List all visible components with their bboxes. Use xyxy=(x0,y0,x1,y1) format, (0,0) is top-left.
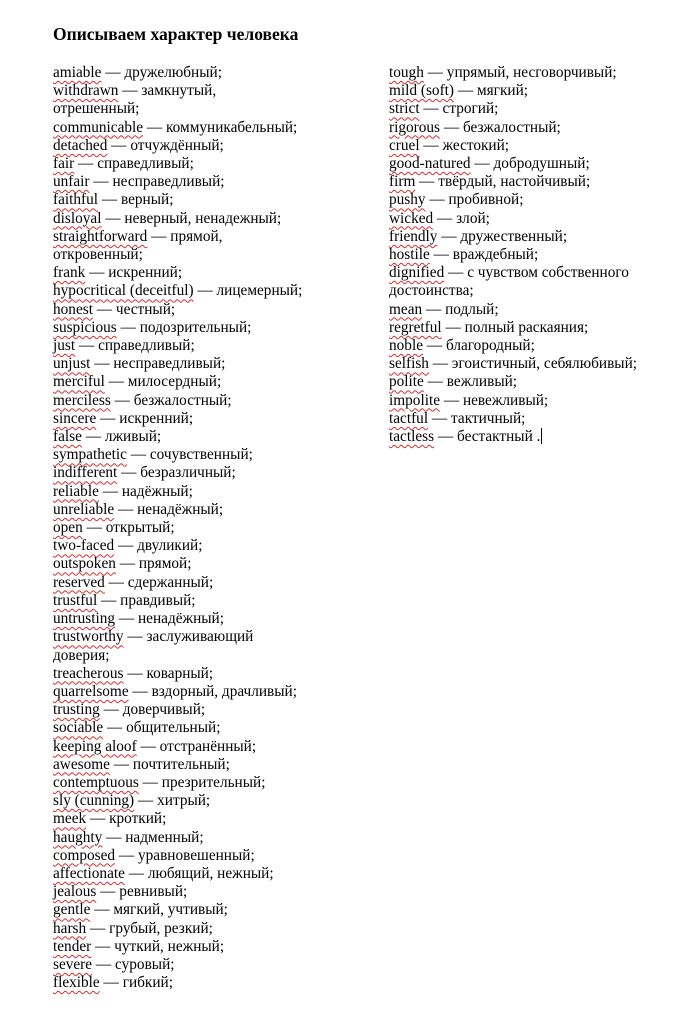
dash-separator: — xyxy=(433,209,457,227)
vocab-entry xyxy=(53,901,373,919)
vocab-translation: сдержанный; xyxy=(127,573,214,591)
vocab-entry xyxy=(53,155,373,173)
vocab-entry xyxy=(53,865,373,883)
dash-separator: — xyxy=(115,555,139,573)
vocab-entry xyxy=(389,210,689,228)
dash-separator: — xyxy=(92,955,116,973)
vocab-entry xyxy=(53,519,373,537)
vocab-entry xyxy=(53,555,373,573)
vocab-entry xyxy=(53,392,373,410)
vocab-translation: любящий, нежный; xyxy=(147,864,274,882)
vocab-entry xyxy=(389,392,689,410)
vocab-term: sincere xyxy=(53,409,97,427)
vocab-term: jealous xyxy=(53,883,97,901)
dash-separator: — xyxy=(81,428,105,446)
vocab-translation: грубый, резкий; xyxy=(109,919,213,937)
vocab-entry xyxy=(389,410,689,428)
vocab-term: treacherous xyxy=(53,664,124,682)
dash-separator: — xyxy=(419,100,443,118)
vocab-entry xyxy=(389,264,689,300)
vocab-term: open xyxy=(53,519,83,537)
vocab-translation: прямой, откровенный; xyxy=(53,227,223,264)
vocab-entry xyxy=(53,64,373,82)
dash-separator: — xyxy=(143,118,167,136)
vocab-translation: подозрительный; xyxy=(139,318,252,336)
vocab-entry xyxy=(389,64,689,82)
vocab-entry xyxy=(53,592,373,610)
vocab-translation: злой; xyxy=(456,209,490,227)
vocab-entry xyxy=(53,628,373,664)
vocab-translation: безжалостный; xyxy=(462,118,561,136)
dash-separator: — xyxy=(101,64,125,81)
vocab-translation: отстранённый; xyxy=(159,737,257,755)
vocab-entry xyxy=(53,355,373,373)
dash-separator: — xyxy=(91,937,115,955)
vocab-translation: верный; xyxy=(120,191,174,209)
vocab-translation: почтительный; xyxy=(132,755,230,773)
vocab-entry xyxy=(53,847,373,865)
vocab-term: rigorous xyxy=(389,118,440,136)
vocab-term: indifferent xyxy=(53,464,118,482)
vocab-term: noble xyxy=(389,337,423,355)
dash-separator: — xyxy=(425,191,449,209)
vocab-translation: несправедливый; xyxy=(113,355,226,373)
dash-separator: — xyxy=(92,300,116,318)
dash-separator: — xyxy=(440,118,463,136)
vocab-term: composed xyxy=(53,846,116,864)
vocab-translation: эгоистичный, себялюбивый; xyxy=(451,355,638,373)
vocabulary-column-left xyxy=(53,64,373,992)
vocab-translation: милосердный; xyxy=(127,373,222,391)
vocab-translation: строгий; xyxy=(442,100,499,118)
dash-separator: — xyxy=(123,664,147,682)
vocab-entry xyxy=(389,355,689,373)
vocab-term: fair xyxy=(53,155,75,173)
vocab-translation: пробивной; xyxy=(448,191,524,209)
vocab-entry xyxy=(53,137,373,155)
vocab-translation: подлый; xyxy=(445,300,499,318)
dash-separator: — xyxy=(102,828,126,846)
vocab-translation: двуликий; xyxy=(137,537,203,555)
vocab-translation: жестокий; xyxy=(442,136,510,154)
vocab-entry xyxy=(389,319,689,337)
vocab-translation: упрямый, несговорчивый; xyxy=(446,64,617,81)
vocab-term: frank xyxy=(53,264,86,282)
vocab-translation: суровый; xyxy=(115,955,175,973)
vocab-entry xyxy=(53,792,373,810)
vocab-entry xyxy=(389,119,689,137)
vocab-term: untrusting xyxy=(53,610,116,628)
vocab-term: trustworthy xyxy=(53,628,124,646)
dash-separator: — xyxy=(124,864,148,882)
dash-separator: — xyxy=(423,64,447,81)
dash-separator: — xyxy=(123,628,147,646)
dash-separator: — xyxy=(128,682,152,700)
vocab-translation: прямой; xyxy=(138,555,192,573)
dash-separator: — xyxy=(96,883,120,901)
vocab-translation: мягкий; xyxy=(476,82,529,100)
vocab-entry xyxy=(53,537,373,555)
vocab-term: disloyal xyxy=(53,209,102,227)
vocab-entry xyxy=(53,337,373,355)
vocab-term: unfair xyxy=(53,173,90,191)
dash-separator: — xyxy=(99,974,123,992)
page-title: Описываем характер человека xyxy=(53,24,299,44)
vocab-term: quarrelsome xyxy=(53,682,129,700)
vocab-term: sociable xyxy=(53,719,104,737)
vocab-entry xyxy=(389,100,689,118)
vocab-entry xyxy=(53,264,373,282)
dash-separator: — xyxy=(118,82,142,100)
dash-separator: — xyxy=(434,428,457,446)
vocab-term: good-natured xyxy=(389,155,471,173)
dash-separator: — xyxy=(104,573,128,591)
vocab-term: harsh xyxy=(53,919,87,937)
dash-separator: — xyxy=(116,318,140,336)
vocab-entry xyxy=(53,719,373,737)
vocab-term: mild (soft) xyxy=(389,82,455,100)
vocab-term: keeping aloof xyxy=(53,737,137,755)
vocab-translation: добродушный; xyxy=(493,155,590,173)
vocab-term: merciless xyxy=(53,391,111,409)
dash-separator: — xyxy=(107,136,131,154)
dash-separator: — xyxy=(419,136,443,154)
dash-separator: — xyxy=(82,519,106,537)
dash-separator: — xyxy=(104,373,128,391)
dash-separator: — xyxy=(423,337,446,355)
vocab-translation: с чувством собственного достоинства; xyxy=(389,264,629,300)
vocab-entry xyxy=(53,446,373,464)
dash-separator: — xyxy=(429,246,453,264)
vocab-entry xyxy=(53,738,373,756)
vocab-term: just xyxy=(53,337,76,355)
vocab-entry xyxy=(53,683,373,701)
vocab-entry xyxy=(389,173,689,191)
vocab-translation: твёрдый, настойчивый; xyxy=(438,173,591,191)
vocab-translation: дружелюбный; xyxy=(124,64,222,81)
vocab-term: straightforward xyxy=(53,227,148,245)
vocab-entry xyxy=(53,428,373,446)
vocab-term: severe xyxy=(53,955,93,973)
vocab-entry xyxy=(53,810,373,828)
vocab-entry xyxy=(53,483,373,501)
vocab-entry xyxy=(389,246,689,264)
vocab-term: tactless xyxy=(389,428,435,446)
vocab-translation: дружественный; xyxy=(460,227,568,245)
dash-separator: — xyxy=(440,391,463,409)
vocab-term: amiable xyxy=(53,64,102,81)
vocab-term: reserved xyxy=(53,573,105,591)
dash-separator: — xyxy=(74,155,98,173)
vocab-term: withdrawn xyxy=(53,82,119,100)
dash-separator: — xyxy=(454,82,477,100)
vocab-term: unreliable xyxy=(53,500,115,518)
dash-separator: — xyxy=(98,482,122,500)
vocab-translation: тактичный; xyxy=(451,409,526,427)
vocab-translation: несправедливый; xyxy=(112,173,225,191)
text-cursor xyxy=(541,428,542,444)
vocab-entry xyxy=(53,756,373,774)
vocab-translation: замкнутый, отрешенный; xyxy=(53,82,217,118)
vocab-term: tough xyxy=(389,64,424,81)
dash-separator: — xyxy=(109,755,133,773)
vocab-entry xyxy=(53,319,373,337)
dash-separator: — xyxy=(75,337,99,355)
vocab-entry xyxy=(53,373,373,391)
dash-separator: — xyxy=(85,264,109,282)
vocab-term: honest xyxy=(53,300,93,318)
dash-separator: — xyxy=(134,792,158,810)
vocab-entry xyxy=(53,920,373,938)
vocab-term: tender xyxy=(53,937,92,955)
vocab-term: selfish xyxy=(389,355,429,373)
vocab-translation: искренний; xyxy=(108,264,183,282)
dash-separator: — xyxy=(423,373,447,391)
vocab-entry xyxy=(53,829,373,847)
vocab-term: contemptuous xyxy=(53,773,139,791)
dash-separator: — xyxy=(444,264,468,282)
vocab-translation: враждебный; xyxy=(452,246,539,264)
dash-separator: — xyxy=(415,173,439,191)
dash-separator: — xyxy=(126,446,150,464)
vocab-term: firm xyxy=(389,173,416,191)
vocab-translation: заслуживающий доверия; xyxy=(53,628,254,664)
dash-separator: — xyxy=(90,355,114,373)
dash-separator: — xyxy=(193,282,217,300)
dash-separator: — xyxy=(99,701,123,719)
vocab-term: merciful xyxy=(53,373,105,391)
vocab-term: affectionate xyxy=(53,864,125,882)
vocab-translation: вежливый; xyxy=(446,373,518,391)
vocab-translation: бестактный . xyxy=(456,428,541,446)
vocab-entry xyxy=(53,82,373,118)
vocab-term: sly (cunning) xyxy=(53,792,135,810)
dash-separator: — xyxy=(428,355,452,373)
dash-separator: — xyxy=(115,610,138,628)
vocab-translation: сочувственный; xyxy=(149,446,253,464)
vocab-translation: неверный, ненадежный; xyxy=(124,209,282,227)
vocab-entry xyxy=(53,173,373,191)
vocab-entry xyxy=(53,883,373,901)
vocab-term: reliable xyxy=(53,482,99,500)
vocab-translation: хитрый; xyxy=(157,792,211,810)
vocab-entry xyxy=(53,701,373,719)
vocab-term: false xyxy=(53,428,82,446)
dash-separator: — xyxy=(441,318,465,336)
vocab-term: meek xyxy=(53,810,87,828)
dash-separator: — xyxy=(103,719,127,737)
vocab-term: faithful xyxy=(53,191,99,209)
vocab-translation: справедливый; xyxy=(98,337,195,355)
vocab-entry xyxy=(389,155,689,173)
vocab-entry xyxy=(53,610,373,628)
vocab-entry xyxy=(53,301,373,319)
vocab-term: haughty xyxy=(53,828,103,846)
dash-separator: — xyxy=(114,500,138,518)
vocab-translation: лицемерный; xyxy=(216,282,303,300)
vocab-translation: доверчивый; xyxy=(122,701,206,719)
vocab-term: trustful xyxy=(53,591,98,609)
vocab-term: detached xyxy=(53,136,108,154)
vocab-entry xyxy=(389,82,689,100)
vocab-translation: искренний; xyxy=(119,409,194,427)
vocab-entry xyxy=(53,191,373,209)
vocab-term: impolite xyxy=(389,391,440,409)
dash-separator: — xyxy=(437,227,461,245)
vocab-translation: невежливый; xyxy=(462,391,549,409)
dash-separator: — xyxy=(470,155,494,173)
vocab-entry xyxy=(389,191,689,209)
vocab-translation: благородный; xyxy=(445,337,535,355)
vocab-translation: лживый; xyxy=(104,428,162,446)
vocab-term: flexible xyxy=(53,974,100,992)
dash-separator: — xyxy=(422,300,446,318)
vocab-translation: кроткий; xyxy=(109,810,167,828)
vocab-entry xyxy=(389,137,689,155)
vocab-term: pushy xyxy=(389,191,426,209)
vocab-term: communicable xyxy=(53,118,144,136)
vocab-entry xyxy=(53,464,373,482)
vocab-entry xyxy=(53,210,373,228)
vocab-term: regretful xyxy=(389,318,442,336)
dash-separator: — xyxy=(138,773,162,791)
vocab-term: dignified xyxy=(389,264,445,282)
dash-separator: — xyxy=(96,409,120,427)
vocab-translation: честный; xyxy=(115,300,176,318)
vocab-translation: ненадёжный; xyxy=(137,500,224,518)
vocab-term: strict xyxy=(389,100,420,118)
dash-separator: — xyxy=(136,737,160,755)
vocab-entry xyxy=(53,665,373,683)
dash-separator: — xyxy=(86,919,110,937)
vocab-translation: коварный; xyxy=(146,664,214,682)
vocab-translation: ненадёжный; xyxy=(138,610,224,628)
vocab-translation: гибкий; xyxy=(122,974,173,992)
dash-separator: — xyxy=(428,409,452,427)
vocab-term: friendly xyxy=(389,227,438,245)
vocab-translation: чуткий, нежный; xyxy=(114,937,225,955)
vocab-translation: презрительный; xyxy=(161,773,266,791)
vocab-translation: отчуждённый; xyxy=(130,136,224,154)
vocab-entry xyxy=(53,974,373,992)
vocab-term: tactful xyxy=(389,409,429,427)
dash-separator: — xyxy=(147,227,171,245)
vocab-translation: полный раскаяния; xyxy=(464,318,589,336)
dash-separator: — xyxy=(110,391,134,409)
vocab-term: trusting xyxy=(53,701,100,719)
vocab-entry xyxy=(53,228,373,264)
vocab-entry xyxy=(53,774,373,792)
vocab-entry xyxy=(53,119,373,137)
vocab-term: awesome xyxy=(53,755,110,773)
vocab-translation: ревнивый; xyxy=(119,883,188,901)
dash-separator: — xyxy=(101,209,125,227)
vocab-translation: правдивый; xyxy=(120,591,196,609)
dash-separator: — xyxy=(115,846,138,864)
vocab-translation: безразличный; xyxy=(140,464,236,482)
dash-separator: — xyxy=(98,191,121,209)
vocab-translation: надменный; xyxy=(125,828,204,846)
vocab-term: polite xyxy=(389,373,424,391)
vocab-entry xyxy=(389,301,689,319)
vocab-term: sympathetic xyxy=(53,446,127,464)
vocab-translation: открытый; xyxy=(105,519,175,537)
dash-separator: — xyxy=(86,810,110,828)
dash-separator: — xyxy=(89,173,113,191)
vocab-entry xyxy=(389,228,689,246)
vocab-entry xyxy=(53,410,373,428)
vocab-entry xyxy=(53,574,373,592)
vocab-translation: вздорный, драчливый; xyxy=(151,682,297,700)
vocab-term: suspicious xyxy=(53,318,117,336)
dash-separator: — xyxy=(114,537,138,555)
vocab-translation: коммуникабельный; xyxy=(166,118,298,136)
vocab-term: wicked xyxy=(389,209,434,227)
vocab-entry xyxy=(389,373,689,391)
vocab-term: gentle xyxy=(53,901,91,919)
vocab-entry xyxy=(53,501,373,519)
vocab-translation: уравновешенный; xyxy=(137,846,255,864)
vocab-term: unjust xyxy=(53,355,91,373)
dash-separator: — xyxy=(90,901,114,919)
vocab-term: mean xyxy=(389,300,423,318)
vocab-entry xyxy=(53,956,373,974)
dash-separator: — xyxy=(117,464,141,482)
vocab-entry xyxy=(53,282,373,300)
dash-separator: — xyxy=(97,591,121,609)
vocabulary-column-right xyxy=(389,64,689,446)
vocab-term: two-faced xyxy=(53,537,115,555)
vocab-entry xyxy=(389,337,689,355)
vocab-term: outspoken xyxy=(53,555,116,573)
vocab-entry xyxy=(389,428,689,446)
vocab-entry xyxy=(53,938,373,956)
vocab-term: hostile xyxy=(389,246,430,264)
vocab-translation: безжалостный; xyxy=(133,391,232,409)
vocab-translation: справедливый; xyxy=(97,155,194,173)
vocab-translation: мягкий, учтивый; xyxy=(113,901,228,919)
vocab-translation: надёжный; xyxy=(121,482,193,500)
vocab-term: cruel xyxy=(389,136,420,154)
vocab-translation: общительный; xyxy=(126,719,221,737)
vocab-term: hypocritical (deceitful) xyxy=(53,282,194,300)
